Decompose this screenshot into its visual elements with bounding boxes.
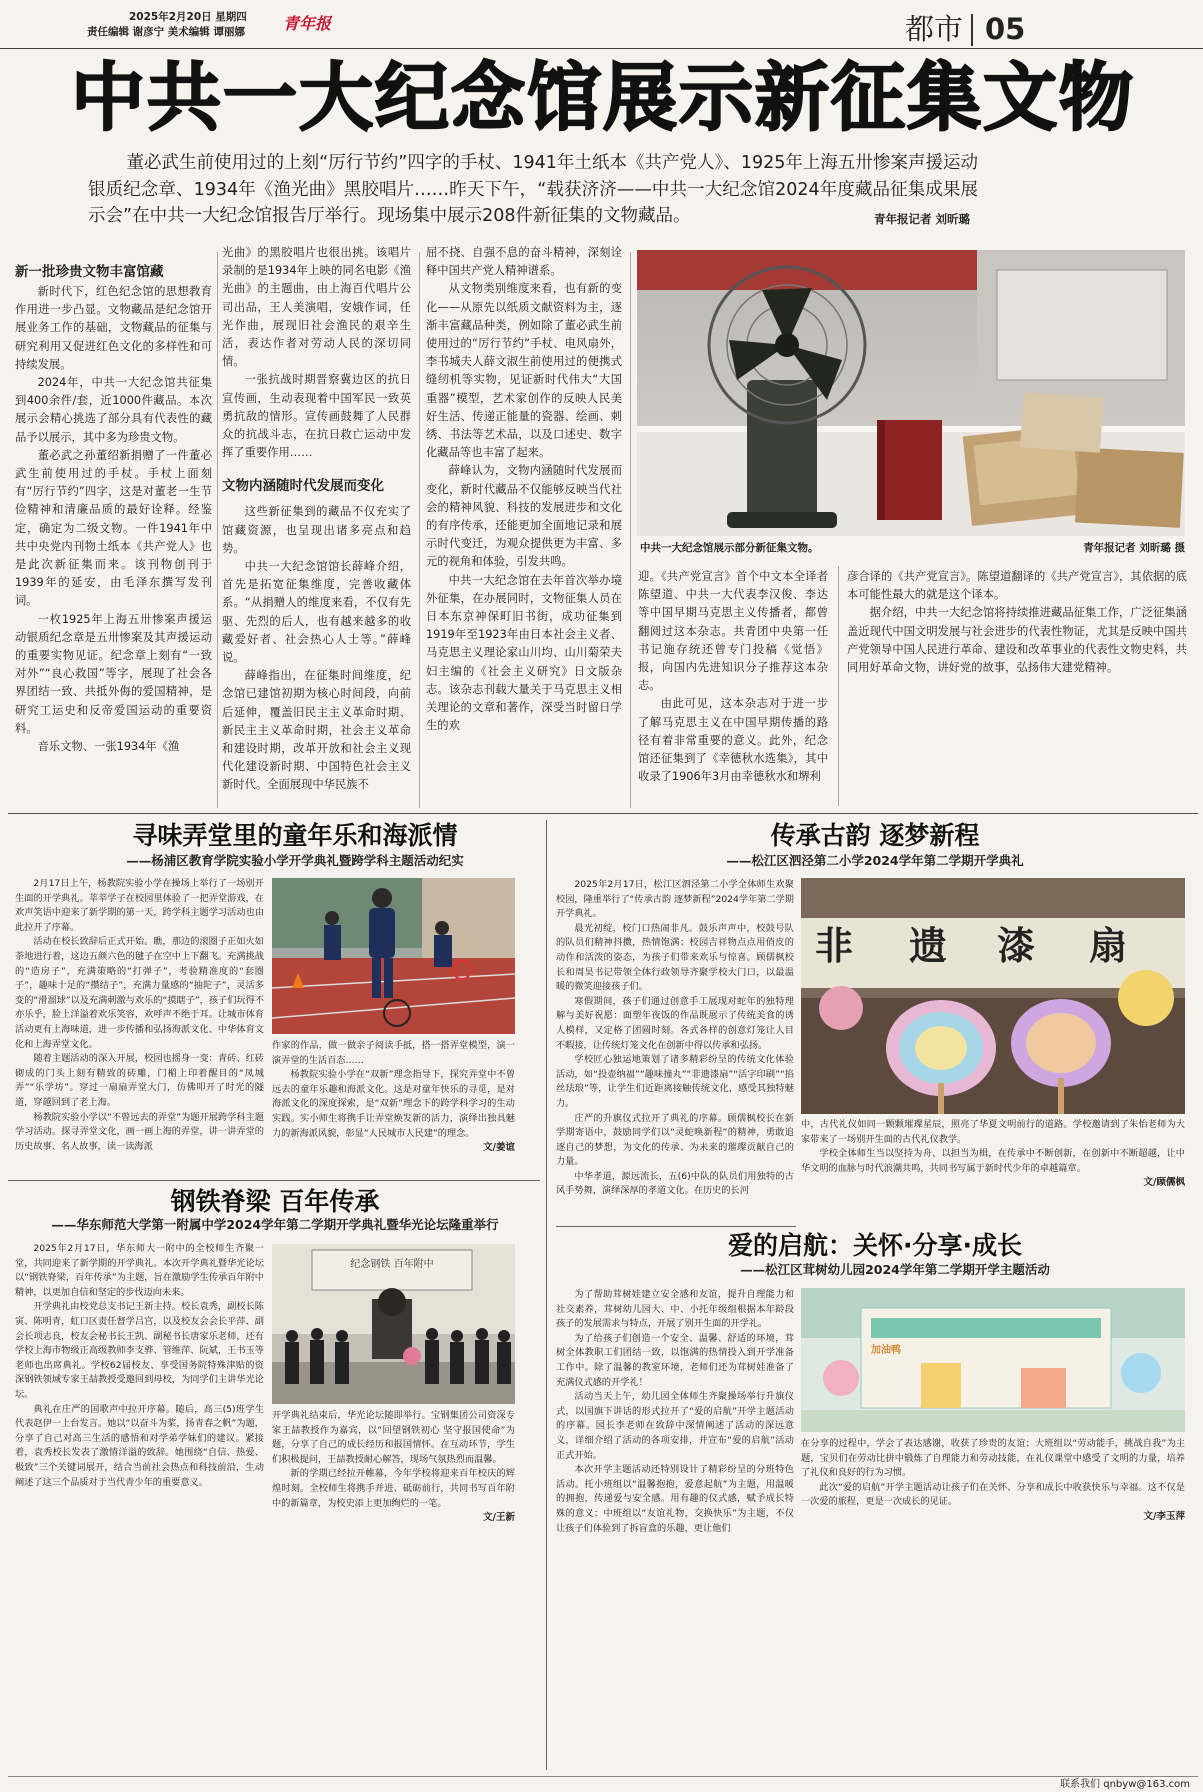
headline: 中共一大纪念馆展示新征集文物 [71,55,1135,141]
main-photo [637,250,1185,536]
paragraph: 中共一大纪念馆在去年首次举办境外征集，在办展同时，文物征集人员在日本东京神保町旧书街，成功征集到1919年至1923年由日本社会主义者、马克思主义理论家山川均、山川菊荣夫妇主编的《社会主义研究》日文版杂志。该杂志刊载大量关于马克思主义相关理论的文章和著作，深受当时留日学生的欢 [426,573,622,733]
paragraph: 开学典礼结束后，华光论坛随即举行。宝钢集团公司资深专家王喆教授作为嘉宾，以“回望钢铁初心 坚守报国使命”为题，分享了自己的成长经历和报国情怀。在互动环节，学生们积极提问，王喆教授耐心解答，现场气氛热烈而温馨。 [272,1410,515,1465]
paragraph: 中华孝道，源远流长，五(6)中队的队员们用独特的古风手势舞，演绎深厚的孝道文化。在历史的长河 [556,1170,794,1197]
story-b-photo [801,878,1185,1114]
story-b-subtitle: ——松江区泗泾第二小学2024学年第二学期开学典礼 [726,853,1024,868]
paragraph: 这些新征集到的藏品不仅充实了馆藏资源，也呈现出诸多亮点和趋势。 [222,505,411,555]
story-a-author: 文/姜谊 [483,1142,515,1154]
page-number: 05 [985,12,1026,46]
paragraph: 寒假期间，孩子们通过创意手工展现对蛇年的独特理解与美好祝愿：面塑年夜饭的作品既展示了传统美食的诱人模样，又定格了团圆时刻。各式各样的创意灯笼让人目不暇接，让传统灯笼文化在创新中得以传承和弘扬。 [556,995,794,1051]
paragraph: 一枚1925年上海五卅惨案声援运动银质纪念章是五卅惨案及其声援运动的重要实物见证。纪念章上刻有“一致对外”“良心救国”等字，展现了社会各界团结一致、共抵外侮的爱国精神，是研究工运史和反帝爱国运动的重要资料。 [15,612,212,735]
paragraph: 薛峰指出，在征集时间维度，纪念馆已建馆初期为核心时间段，向前后延伸，覆盖旧民主主义革命时期、新民主主义革命时期，社会主义革命和建设时期，改革开放和社会主义现代化建设新时期、中国特色社会主义新时代。全面展现中华民族不 [222,669,411,792]
story-d-photo [801,1288,1185,1432]
story-b-right [801,1118,1185,1191]
paragraph: 由此可见，这本杂志对于进一步了解马克思主义在中国早期传播的路径有着非常重要的意义。此外，纪念馆还征集到了《幸德秋水选集》，其中收录了1906年3月由幸德秋水和堺利 [638,697,828,784]
paragraph: 开学典礼由校党总支书记王新主持。校长袁秀，副校长陈寅、陈明青，虹口区责任督学吕宫，以及校友会会长平萍、副会长项志良，校友会秘书长王凯、副秘书长唐家乐老师，还有学校上海市物级正高级教师李支骅、管维萍、阮斌，王书玉等老师也出席典礼。学校62届校友、享受国务院特殊津贴的资深钢铁领域专家王喆教授受邀回到母校，为同学们主讲华光论坛。 [15,1301,264,1400]
paragraph: 杨教院实验小学以“不曾远去的弄堂”为题开展跨学科主题学习活动。探寻弄堂文化，画一画上海的弄堂，讲一讲弄堂的历史故事、名人故事，读一读海派 [15,1111,264,1152]
story-a-photo [272,878,515,1034]
banner-char: 扇 [1089,924,1128,968]
paragraph: 中共一大纪念馆馆长薛峰介绍，首先是拓宽征集维度，完善收藏体系。“从捐赠人的维度来看，不仅有先驱、先烈的后人，也有越来越多的收藏爱好者、社会热心人士等。”薛峰说。 [222,560,411,665]
story-b-author: 文/顾儒枫 [1143,1177,1185,1189]
paragraph: 典礼在庄严的国歌声中拉开序幕。随后，高三(5)班学生代表赵伊一上台发言。她以“以奋斗为桨，扬青春之帆”为题，分享了自己对高三生活的感悟和对学弟学妹们的建议。紧接着，袁秀校长发表了激情洋溢的致辞。她围绕“自信、热爱、极致”三个关键词展开，结合当前社会热点和科技前沿，生动阐述了这三个品质对于当代青少年的重要意义。 [15,1403,264,1488]
footer-contact: 联系我们 qnbyw@163.com [1060,1779,1190,1790]
masthead-editors: 责任编辑 谢彦宁 美术编辑 谭丽娜 [87,26,245,38]
banner-char: 漆 [997,924,1036,968]
paragraph: 新的学期已经拉开帷幕，今年学校将迎来百年校庆的辉煌时刻。全校师生将携手并进、砥砺前行，共同书写百年附中的新篇章，为校史添上更加绚烂的一笔。 [272,1468,515,1509]
paragraph: 杨教院实验小学在“双新”理念指导下，探究弄堂中不曾远去的童年乐趣和海派文化。这是对童年快乐的寻觅，是对海派文化的深度探索，是“双新”理念下的跨学科学习的生动实践。实小师生将携手让弄堂焕发新的活力，演绎出独具魅力的新海派风貌，彰显“人民城市人民建”的理念。 [272,1069,515,1139]
story-d-title: 爱的启航：关怀·分享·成长 [728,1231,1022,1260]
paragraph: 为了帮助茸树娃建立安全感和友谊，提升自理能力和社交素养，茸树幼儿园大、中、小托年级组根据本年龄段孩子的发展需求与特点，开展了别开生面的开学礼。 [556,1289,794,1330]
story-b-title: 传承古韵 逐梦新程 [770,821,980,850]
lead-byline: 青年报记者 刘昕璐 [873,212,970,226]
story-d-left [556,1288,794,1536]
paragraph: 屈不挠、自强不息的奋斗精神，深刻诠释中国共产党人精神谱系。 [426,246,622,278]
paragraph: 在分享的过程中，学会了表达感谢，收获了珍贵的友谊；大班组以“劳动能手，挑战自我”为主题，宝贝们在劳动比拼中锻炼了自理能力和劳动技能，在礼仪课堂中感受了文明的力量，培养了礼仪和良好的行为习惯。 [801,1438,1185,1479]
lead-paragraph: 董必武生前使用过的上刻“厉行节约”四字的手杖、1941年土纸本《共产党人》、1925年上海五卅惨案声援运动银质纪念章、1934年《渔光曲》黑胶唱片……昨天下午，“载获济济——中共一大纪念馆2024年度藏品征集成果展示会”在中共一大纪念馆报告厅举行。现场集中展示208件新征集的文物藏品。 [88,153,978,226]
paragraph: 2025年2月17日，华东师大一附中的全校师生齐聚一堂，共同迎来了新学期的开学典礼。本次开学典礼暨华光论坛以“钢铁脊梁，百年传承”为主题，旨在激励学生传承百年附中精神，以更加自信和坚定的步伐迈向未来。 [15,1243,264,1298]
story-a-title: 寻味弄堂里的童年乐和海派情 [132,821,458,850]
story-c-subtitle: ——华东师范大学第一附属中学2024学年第二学期开学典礼暨华光论坛隆重举行 [51,1217,499,1232]
paragraph: 2024年，中共一大纪念馆共征集到400余件/套，近1000件藏品。本次展示会精心挑选了部分具有代表性的藏品予以展示，其中多为珍贵文物。 [15,376,212,444]
story-c-title: 钢铁脊梁 百年传承 [170,1187,380,1216]
main-col-4 [638,568,828,786]
banner-char: 非 [815,924,854,968]
main-photo-credit: 青年报记者 刘昕璐 摄 [1083,542,1185,554]
story-b-left [556,878,794,1199]
subhead-2: 文物内涵随时代发展而变化 [222,478,384,495]
paragraph: 一张抗战时期晋察冀边区的抗日宣传画，生动表现着中国军民一致英勇抗敌的情形。宣传画鼓舞了人民群众的抗战斗志，在抗日救亡运动中发挥了重要作用…… [222,373,411,460]
masthead-date: 2025年2月20日 星期四 [129,11,247,23]
story-d-photo-sign: 加油鸭 [871,1345,901,1356]
story-d-subtitle: ——松江区茸树幼儿园2024学年第二学期开学主题活动 [740,1262,1050,1277]
story-c-author: 文/王新 [483,1512,515,1524]
main-photo-caption: 中共一大纪念馆展示部分新征集文物。 [640,542,819,554]
paragraph: 庄严的升旗仪式拉开了典礼的序幕。顾儒枫校长在新学期寄语中，鼓励同学们以“灵蛇唤新程”的精神，勇敢追逐自己的梦想，为文化的传承、为未来的璀璨贡献自己的力量。 [556,1112,794,1168]
paragraph: 从文物类别维度来看，也有新的变化——从原先以纸质文献资料为主，逐渐丰富藏品种类，例如除了董必武生前使用过的“厉行节约”手杖、电风扇外，李书城夫人薛文淑生前使用过的便携式缝纫机等实物，见证新时代伟大“大国重器”模型，艺术家创作的反映人民美好生活、传递正能量的瓷器、绘画、刺绣、书法等艺术品，以及口述史、数字化藏品等也丰富了起来。 [426,282,622,460]
paragraph: 活动当天上午，幼儿园全体师生齐聚操场举行升旗仪式，以国旗下讲话的形式拉开了“爱的启航”开学主题活动的序幕。园长李老师在致辞中深情阐述了活动的深远意义，详细介绍了活动的各项安排，并宣布“爱的启航”活动正式开始。 [556,1391,794,1461]
paragraph: 光曲》的黑胶唱片也很出挑。该唱片录制的是1934年上映的同名电影《渔光曲》的主题曲，由上海百代唱片公司出品，王人美演唱，安娥作词，任光作曲，展现旧社会渔民的艰辛生活，表达作者对劳动人民的深切同情。 [222,246,411,369]
main-col-1 [15,262,212,756]
paragraph: 随着主题活动的深入开展，校园也摇身一变：青砖、红砖砌成的门头上刻有精致的砖雕，门楣上印着醒目的“凤城弄”“乐学坊”。穿过一扇扇弄堂大门，仿佛叩开了时光的隧道，穿越回到了老上海。 [15,1053,264,1108]
paragraph: 作家的作品，做一做亲子阅读手抵，搭一搭弄堂模型，演一演弄堂的生活百态…… [272,1040,515,1066]
story-c-right [272,1409,515,1526]
newspaper-logo: 青年报 [283,14,332,33]
paragraph: 迎。《共产党宣言》首个中文本全译者陈望道、中共一大代表李汉俊、李达等中国早期马克思主义传播者，都曾翻阅过这本杂志。共青团中央第一任书记施存统还曾专门投稿《觉悟》报，向国内先进知识分子推荐这本杂志。 [638,570,828,693]
paragraph: 本次开学主题活动还特别设计了精彩纷呈的分班特色活动。托小班组以“温馨抱抱，爱意起航”为主题，用温暖的拥抱，传递爱与安全感。用有趣的仪式感，赋予成长特殊的意义；中班组以“友谊礼物，交换快乐”为主题，不仅让孩子们体验到了拆盲盒的乐趣，更让他们 [556,1464,794,1534]
paragraph: 2025年2月17日，松江区泗泾第二小学全体师生欢聚校园，隆重举行了“传承古韵 逐梦新程”2024学年第二学期开学典礼。 [556,879,794,920]
banner-char: 遗 [909,924,948,968]
story-c-left [15,1242,264,1490]
paragraph: 学校全体师生当以坚持为舟、以担当为楫，在传承中不断创新，在创新中不断超越，让中华文明的血脉与时代浪潮共鸣，共同书写属于新时代少年的卓越篇章。 [801,1148,1185,1174]
paragraph: 中，古代礼仪如同一颗颗璀璨星辰，照亮了华夏文明前行的道路。学校邀请到了朱怡老师为大家带来了一场别开生面的古代礼仪教学。 [801,1119,1185,1145]
story-c-photo [272,1244,515,1404]
paragraph: 学校匠心独运地策划了诸多精彩纷呈的传统文化体验活动，如“投壶纳福”“趣味撞丸”“非遗漆扇”“活字印刷”“掐丝珐琅”等，让学生们近距离接触传统文化，感受其独特魅力。 [556,1054,794,1109]
paragraph: 为了给孩子们创造一个安全、温馨、舒适的环境，茸树全体教职工们团结一致，以饱满的热情投入到开学准备工作中。除了温馨的教室环境，老师们还为茸树娃准备了充满仪式感的开学礼！ [556,1332,794,1388]
story-d-right [801,1437,1185,1525]
main-col-3 [426,244,622,735]
paragraph: 薛峰认为，文物内涵随时代发展而变化，新时代藏品不仅能够反映当代社会的精神风貌、科技的发展进步和文化的有序传承，还能更加全面地记录和展示时代变迁，为观众提供更为丰富、多元的视角和体验，引发共鸣。 [426,464,622,569]
paragraph: 董必武之孙董绍新捐赠了一件董必武生前使用过的手杖。手杖上面刻有“厉行节约”四字，这是对董老一生节俭精神和清廉品质的最好诠释。经鉴定，确定为二级文物。一件1941年中共中央党内刊物土纸本《共产党人》也是此次新征集而来。该刊物创刊于1939年的延安，由毛泽东撰写发刊词。 [15,448,212,608]
section-name: 都市 [905,12,964,46]
paragraph: 晨光初绽，校门口热闹非凡。鼓乐声声中，校鼓号队的队员们精神抖擞，热情饱满；校园吉祥物点点用俏皮的动作和活泼的姿态，为孩子们带来欢乐与惊喜。顾儒枫校长和周昊书记带领全体行政领导齐聚学校大门口，以最温暖的微笑迎接孩子们。 [556,922,794,993]
paragraph: 2月17日上午，杨教院实验小学在操场上举行了一场别开生面的开学典礼。莘莘学子在校园里体验了一把弄堂游戏，在欢声笑语中迎来了新学期的第一天，跨学科主题学习活动也由此拉开了序幕。 [15,878,264,933]
story-c-photo-banner: 纪念钢铁 百年附中 [350,1259,434,1270]
paragraph: 新时代下，红色纪念馆的思想教育作用进一步凸显。文物藏品是纪念馆开展业务工作的基础，文物藏品的征集与研究利用又促进红色文化的多样性和可持续发展。 [15,285,212,371]
paragraph: 据介绍，中共一大纪念馆将持续推进藏品征集工作，广泛征集涵盖近现代中国文明发展与社会进步的代表性物证，尤其是反映中国共产党领导中国人民进行革命、建设和改革事业的代表性文物史料，共同用好革命文物，讲好党的故事，弘扬伟大建党精神。 [847,606,1187,675]
story-d-author: 文/李玉萍 [1143,1510,1185,1522]
story-a-right [272,1039,515,1156]
paragraph: 音乐文物、一张1934年《渔 [37,740,180,754]
subhead-1: 新一批珍贵文物丰富馆藏 [15,264,164,280]
story-a-subtitle: ——杨浦区教育学院实验小学开学典礼暨跨学科主题活动纪实 [126,853,464,868]
paragraph: 彦合译的《共产党宣言》。陈望道翻译的《共产党宣言》，其依据的底本可能性最大的就是这个译本。 [847,570,1187,602]
paragraph: 活动在校长致辞后正式开始。瞧，那边的滚圈子正如火如荼地进行着，这边五颜六色的毽子在空中上下翻飞。充满挑战的“造房子”，充满策略的“打弹子”，考验精准度的“套圈子”，趣味十足的“攒结子”，充满力量感的“抽陀子”，灵活多变的“滑溜球”以及充满刺激与欢乐的“摸瞎子”，孩子们玩得不亦乐乎，脸上洋溢着欢乐笑容，欢呼声不绝于耳。让城市体育活动更有上海味道，进一步传播和弘扬海派文化、中华体育文化和上海弄堂文化。 [15,936,264,1050]
paragraph: 此次“爱的启航”开学主题活动让孩子们在关怀、分享和成长中收获快乐与幸福。这不仅是一次爱的旅程，更是一次成长的见证。 [801,1481,1185,1508]
main-col-5 [847,568,1187,677]
main-col-2 [222,244,411,795]
story-a-left [15,877,264,1154]
